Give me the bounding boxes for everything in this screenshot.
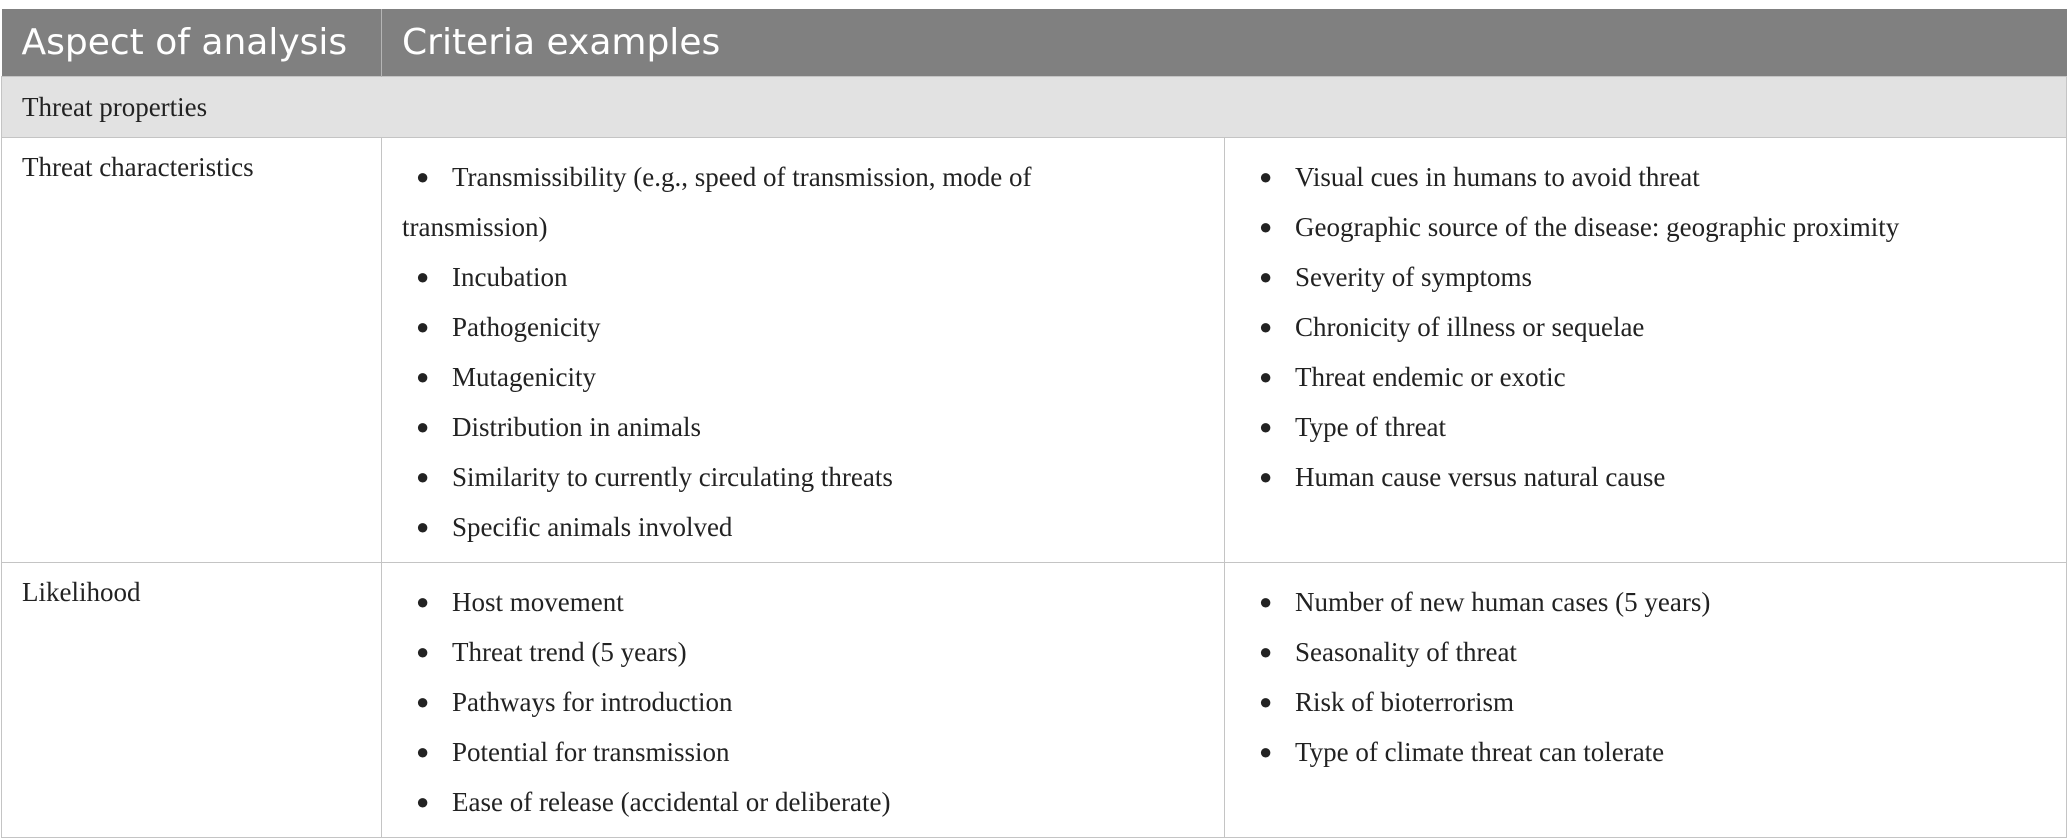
bullet-icon: ●: [416, 639, 430, 664]
bullet-list: [1245, 577, 2046, 777]
list-item: ● Potential for transmission: [402, 727, 1204, 777]
bullet-icon: ●: [416, 314, 430, 339]
list-item: ● Number of new human cases (5 years): [1245, 577, 2046, 627]
criteria-cell-left: [382, 138, 1225, 563]
table-row: [2, 563, 2067, 838]
list-item: ● Chronicity of illness or sequelae: [1245, 302, 2046, 352]
list-item: ● Geographic source of the disease: geographic proximity: [1245, 202, 2046, 252]
list-item: ● Mutagenicity: [402, 352, 1204, 402]
header-aspect: Aspect of analysis: [2, 9, 382, 77]
bullet-icon: ●: [416, 689, 430, 714]
criteria-table: [1, 9, 2067, 838]
criteria-cell-right: [1225, 563, 2067, 838]
list-item: ● Seasonality of threat: [1245, 627, 2046, 677]
bullet-icon: ●: [416, 514, 430, 539]
header-row: [2, 9, 2067, 77]
list-item: ● Risk of bioterrorism: [1245, 677, 2046, 727]
bullet-icon: ●: [1259, 164, 1273, 189]
aspect-cell: Likelihood: [2, 563, 382, 838]
list-item: ● Pathways for introduction: [402, 677, 1204, 727]
bullet-icon: ●: [1259, 314, 1273, 339]
bullet-icon: ●: [1259, 464, 1273, 489]
list-item: ● Pathogenicity: [402, 302, 1204, 352]
table-row: [2, 138, 2067, 563]
list-item: ● Host movement: [402, 577, 1204, 627]
bullet-icon: ●: [1259, 739, 1273, 764]
bullet-icon: ●: [1259, 214, 1273, 239]
list-item: ● Human cause versus natural cause: [1245, 452, 2046, 502]
bullet-list: [402, 577, 1204, 827]
list-item: ● Type of climate threat can tolerate: [1245, 727, 2046, 777]
bullet-icon: ●: [416, 464, 430, 489]
bullet-icon: ●: [416, 589, 430, 614]
bullet-icon: ●: [1259, 264, 1273, 289]
list-item: ● Specific animals involved: [402, 502, 1204, 552]
bullet-list: [1245, 152, 2046, 502]
criteria-cell-left: [382, 563, 1225, 838]
list-item: ● Distribution in animals: [402, 402, 1204, 452]
list-item: ● Severity of symptoms: [1245, 252, 2046, 302]
bullet-icon: ●: [416, 164, 430, 189]
bullet-icon: ●: [1259, 689, 1273, 714]
list-item: ● Visual cues in humans to avoid threat: [1245, 152, 2046, 202]
bullet-icon: ●: [416, 739, 430, 764]
bullet-icon: ●: [1259, 414, 1273, 439]
bullet-icon: ●: [416, 789, 430, 814]
list-item: ● Type of threat: [1245, 402, 2046, 452]
section-row: [2, 77, 2067, 138]
bullet-icon: ●: [416, 364, 430, 389]
bullet-icon: ●: [1259, 364, 1273, 389]
list-item: ● Threat trend (5 years): [402, 627, 1204, 677]
criteria-cell-right: [1225, 138, 2067, 563]
list-item: ● Ease of release (accidental or deliberate): [402, 777, 1204, 827]
section-title: Threat properties: [2, 77, 2067, 138]
bullet-icon: ●: [1259, 589, 1273, 614]
bullet-icon: ●: [416, 264, 430, 289]
list-item: ● Threat endemic or exotic: [1245, 352, 2046, 402]
list-item: ● Similarity to currently circulating threats: [402, 452, 1204, 502]
aspect-cell: Threat characteristics: [2, 138, 382, 563]
bullet-list: [402, 152, 1204, 552]
header-criteria: Criteria examples: [382, 9, 2067, 77]
list-item: ● Incubation: [402, 252, 1204, 302]
list-item: ● Transmissibility (e.g., speed of transmission, mode of transmission): [402, 152, 1204, 252]
bullet-icon: ●: [416, 414, 430, 439]
bullet-icon: ●: [1259, 639, 1273, 664]
